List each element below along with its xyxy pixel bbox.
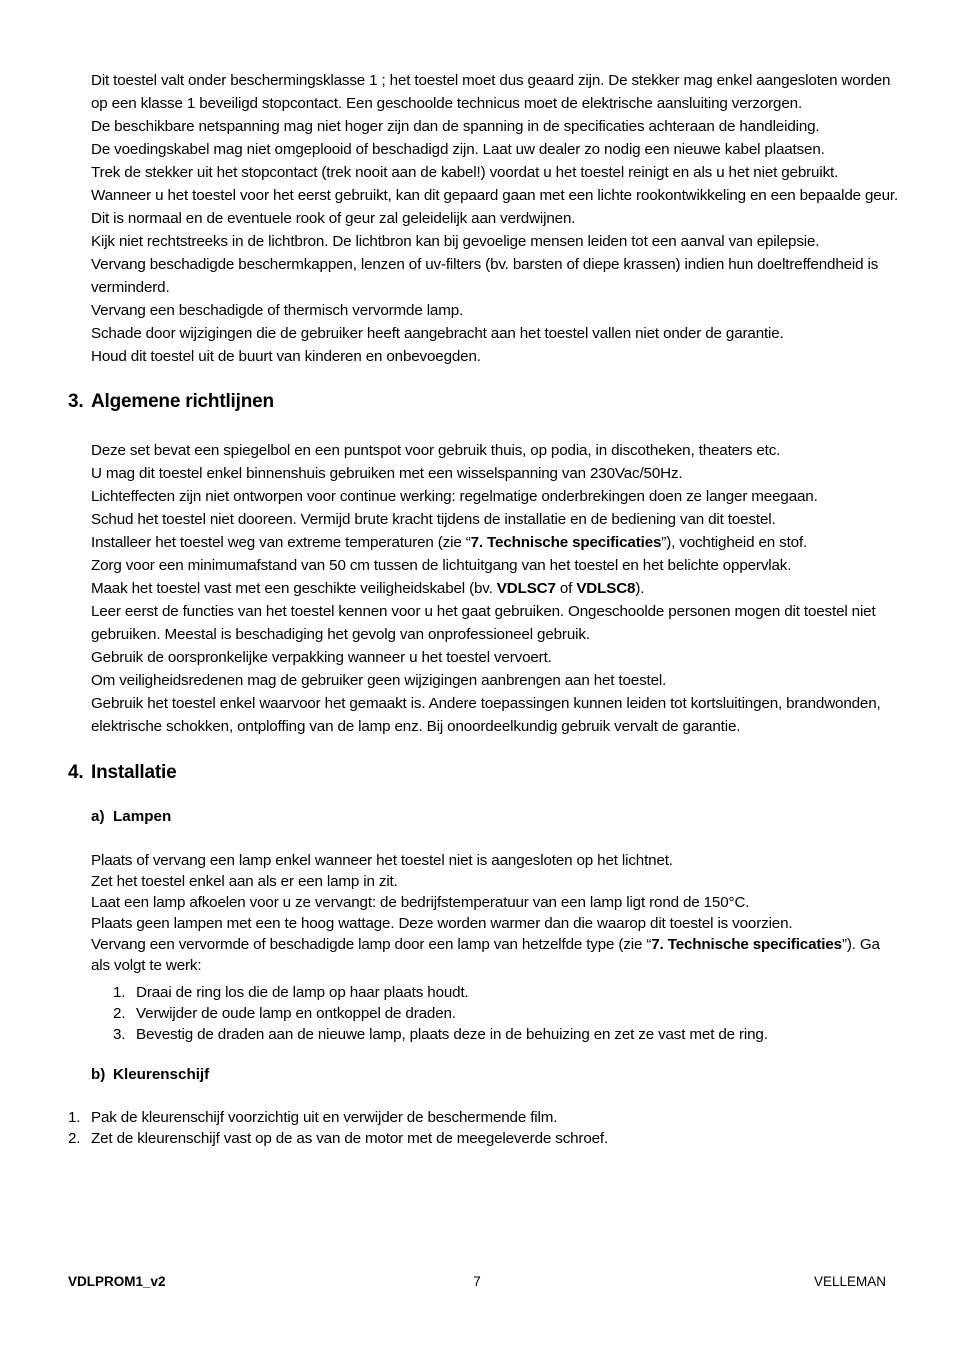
step-number: 3. [113,1026,126,1043]
lamp-paragraph: Zet het toestel enkel aan als er een lamp in zit. [91,873,398,890]
lamp-paragraph: Laat een lamp afkoelen voor u ze vervangt: de bedrijfstemperatuur van een lamp ligt rond de 150°C. [91,894,750,911]
step-text: Zet de kleurenschijf vast op de as van de motor met de meegeleverde schroef. [91,1130,609,1147]
footer-page-number: 7 [473,1274,481,1289]
text-run: Maak het toestel vast met een geschikte veiligheidskabel (bv. [91,580,497,597]
step-text: Pak de kleurenschijf voorzichtig uit en verwijder de beschermende film. [91,1109,558,1126]
general-paragraph: Deze set bevat een spiegelbol en een puntspot voor gebruik thuis, op podia, in discotheken, theaters etc. [91,442,781,459]
subsection-b-label: b) [91,1066,106,1083]
list-item [68,1128,898,1149]
subsection-a-heading [91,808,171,825]
general-paragraph: Zorg voor een minimumafstand van 50 cm tussen de lichtuitgang van het toestel en het belichte oppervlak. [91,557,792,574]
general-paragraph: Lichteffecten zijn niet ontworpen voor continue werking: regelmatige onderbrekingen doen ze langer meegaan. [91,488,818,505]
subsection-a-body [91,850,901,976]
section-3-number: 3. [68,391,84,412]
list-item [113,1024,903,1045]
safety-instructions [91,69,901,368]
safety-paragraph: Vervang een beschadigde of thermisch vervormde lamp. [91,302,464,319]
safety-paragraph: Vervang beschadigde beschermkappen, lenzen of uv-filters (bv. barsten of diepe krassen) indien hun doeltreffendheid is verminderd. [91,256,879,296]
section-4-heading [68,762,176,784]
text-run: ). [635,580,645,597]
list-item [68,1107,898,1128]
list-item [113,1003,903,1024]
safety-paragraph: Kijk niet rechtstreeks in de lichtbron. De lichtbron kan bij gevoelige mensen leiden tot een aanval van epilepsie. [91,233,820,250]
spec-reference: 7. Technische specificaties [651,936,842,953]
general-paragraph: Leer eerst de functies van het toestel kennen voor u het gaat gebruiken. Ongeschoolde personen mogen dit toestel niet gebruiken. Meestal is beschadiging het gevolg van onprofessioneel gebruik. [91,603,876,643]
general-paragraph: Schud het toestel niet dooreen. Vermijd brute kracht tijdens de installatie en de bediening van dit toestel. [91,511,776,528]
step-text: Bevestig de draden aan de nieuwe lamp, plaats deze in de behuizing en zet ze vast met de ring. [136,1026,768,1043]
text-run: of [555,580,577,597]
text-run: ”), vochtigheid en stof. [661,534,808,551]
lamp-paragraph: Plaats of vervang een lamp enkel wanneer het toestel niet is aangesloten op het lichtnet. [91,852,673,869]
section-3-body [91,439,901,738]
product-code: VDLSC7 [496,580,556,597]
footer-brand: VELLEMAN [813,1274,886,1289]
safety-paragraph: Houd dit toestel uit de buurt van kinderen en onbevoegden. [91,348,481,365]
section-3-title: Algemene richtlijnen [91,391,274,412]
spec-reference: 7. Technische specificaties [470,534,662,551]
step-text: Verwijder de oude lamp en ontkoppel de draden. [136,1005,456,1022]
safety-paragraph: Trek de stekker uit het stopcontact (trek nooit aan de kabel!) voordat u het toestel reinigt en als u het niet gebruikt. [91,164,839,181]
text-run: Installeer het toestel weg van extreme temperaturen (zie “ [91,534,471,551]
step-number: 1. [68,1109,81,1126]
section-3-heading [68,391,274,413]
step-number: 2. [113,1005,126,1022]
safety-paragraph: De voedingskabel mag niet omgeplooid of beschadigd zijn. Laat uw dealer zo nodig een nieuwe kabel plaatsen. [91,141,825,158]
text-run: Vervang een vervormde of beschadigde lamp door een lamp van hetzelfde type (zie “ [91,936,652,953]
safety-paragraph: Schade door wijzigingen die de gebruiker heeft aangebracht aan het toestel vallen niet onder de garantie. [91,325,784,342]
lamp-paragraph: Plaats geen lampen met een te hoog wattage. Deze worden warmer dan die waarop dit toestel is voorzien. [91,915,793,932]
safety-paragraph: De beschikbare netspanning mag niet hoger zijn dan de spanning in de specificaties achteraan de handleiding. [91,118,820,135]
product-code: VDLSC8 [576,580,636,597]
color-wheel-steps-list [68,1107,898,1149]
subsection-b-title: Kleurenschijf [113,1066,210,1083]
section-4-title: Installatie [91,762,177,783]
safety-paragraph: Wanneer u het toestel voor het eerst gebruikt, kan dit gepaard gaan met een lichte rookontwikkeling en een bepaalde geur. Dit is normaal en de eventuele rook of geur zal geleidelijk aan verdwijnen. [91,187,899,227]
general-paragraph: U mag dit toestel enkel binnenshuis gebruiken met een wisselspanning van 230Vac/50Hz. [91,465,683,482]
section-4-number: 4. [68,762,84,783]
footer-model: VDLPROM1_v2 [68,1274,166,1289]
step-text: Draai de ring los die de lamp op haar plaats houdt. [136,984,469,1001]
lamp-paragraph [91,934,901,976]
general-paragraph [91,577,901,600]
subsection-a-label: a) [91,808,105,825]
general-paragraph: Gebruik de oorspronkelijke verpakking wanneer u het toestel vervoert. [91,649,552,666]
list-item [113,982,903,1003]
safety-paragraph: Dit toestel valt onder beschermingsklasse 1 ; het toestel moet dus geaard zijn. De stekker mag enkel aangesloten worden op een klasse 1 beveiligd stopcontact. Een geschoolde technicus moet de elektrische aansluiting verzorgen. [91,72,891,112]
subsection-a-title: Lampen [113,808,172,825]
general-paragraph: Om veiligheidsredenen mag de gebruiker geen wijzigingen aanbrengen aan het toestel. [91,672,667,689]
step-number: 2. [68,1130,81,1147]
step-number: 1. [113,984,126,1001]
lamp-steps-list [113,982,903,1045]
text-run: ”). Ga als volgt te werk: [91,936,880,974]
subsection-b-heading [91,1066,209,1083]
general-paragraph [91,531,901,554]
general-paragraph: Gebruik het toestel enkel waarvoor het gemaakt is. Andere toepassingen kunnen leiden tot kortsluitingen, brandwonden, elektrische schokken, ontploffing van de lamp enz. Bij onoordeelkundig gebruik vervalt de garantie. [91,695,881,735]
